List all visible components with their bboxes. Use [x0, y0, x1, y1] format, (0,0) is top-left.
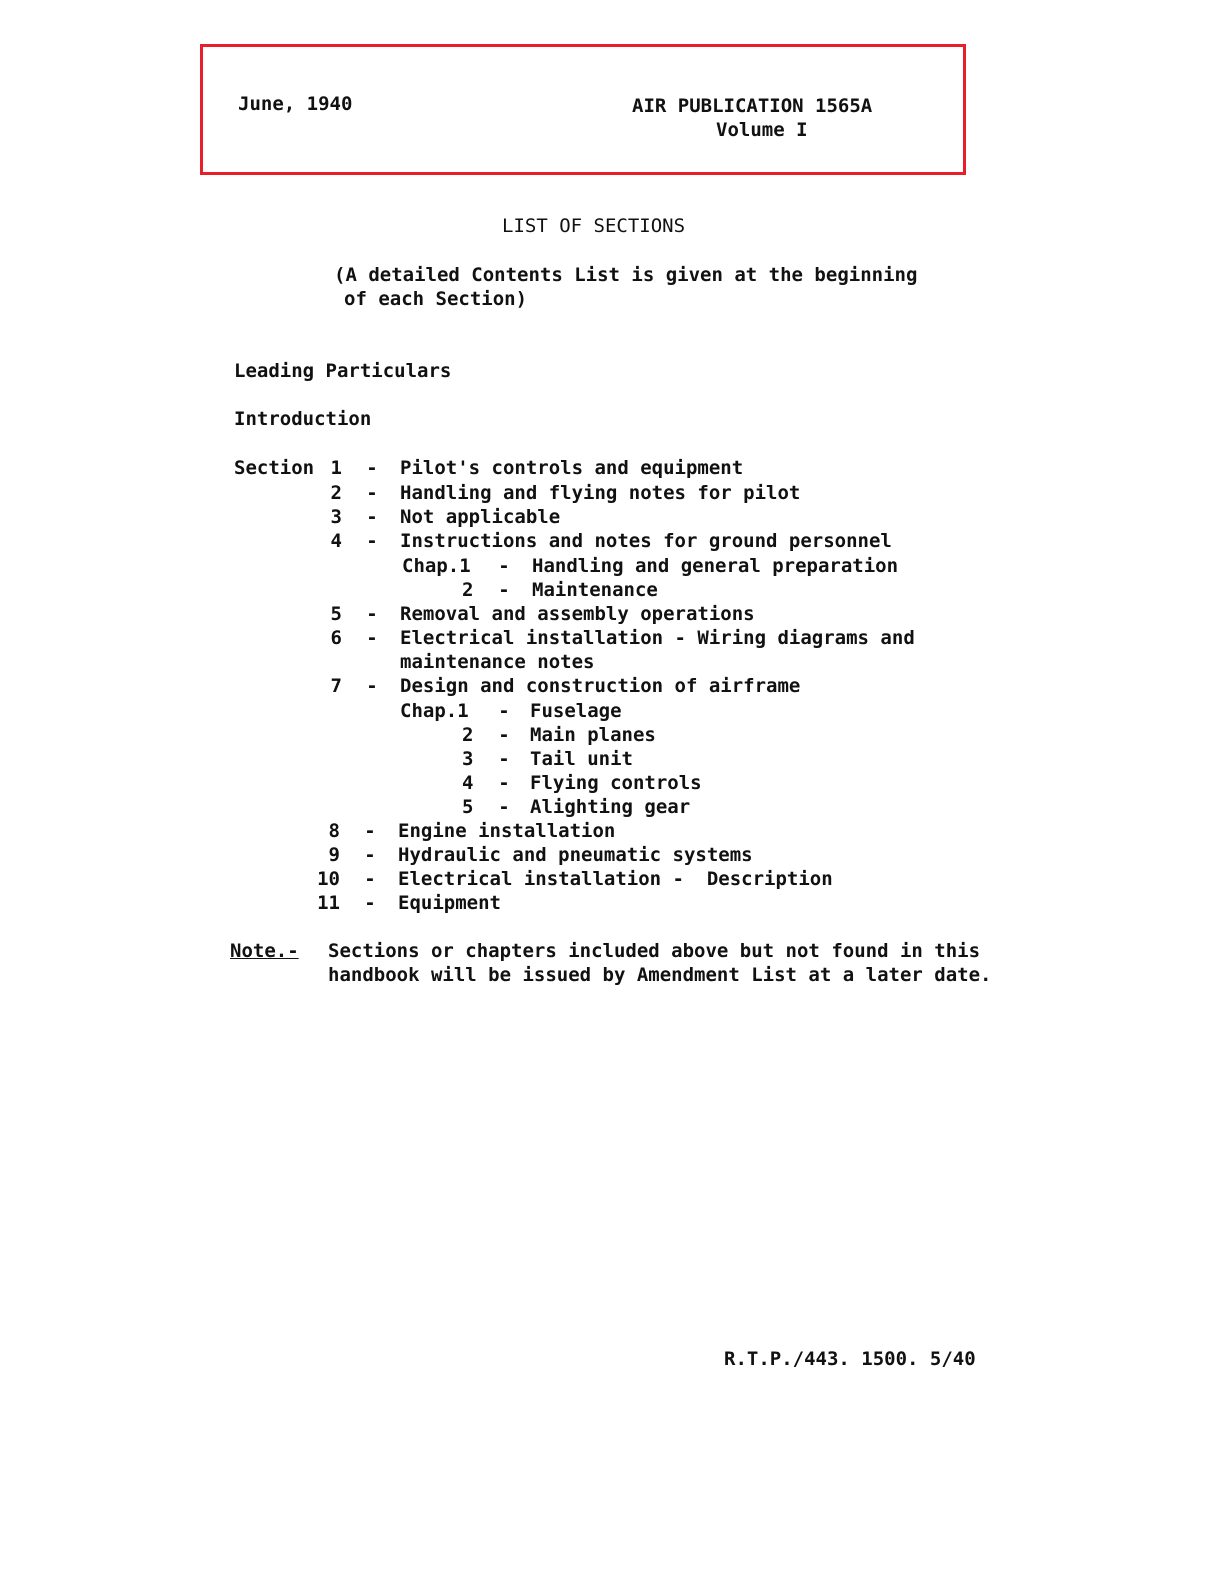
chapter-dash: - [498, 700, 510, 722]
section-dash: - [364, 892, 376, 914]
section-dash: - [366, 457, 378, 479]
subtitle-line-2: of each Section) [344, 288, 528, 310]
note-line-2: handbook will be issued by Amendment List at a later date. [328, 964, 992, 986]
chapter-num: 2 [462, 724, 474, 746]
section-title: Equipment [398, 892, 501, 914]
section-title: Handling and flying notes for pilot [400, 482, 801, 504]
chapter-title: Fuselage [530, 700, 622, 722]
section-title: Instructions and notes for ground personnel [400, 530, 892, 552]
chapter-title: Handling and general preparation [532, 555, 899, 577]
section-dash: - [364, 844, 376, 866]
section-title: Engine installation [398, 820, 616, 842]
chapter-dash: - [498, 724, 510, 746]
chapter-num: 3 [462, 748, 474, 770]
section-dash: - [366, 482, 378, 504]
chapter-dash: - [498, 748, 510, 770]
section-dash: - [366, 627, 378, 649]
leading-particulars: Leading Particulars [234, 360, 452, 382]
section-title: Electrical installation - Description [398, 868, 833, 890]
subtitle-line-1: (A detailed Contents List is given at the beginning [334, 264, 918, 286]
section-dash: - [366, 603, 378, 625]
note-line-1: Sections or chapters included above but not found in this [328, 940, 981, 962]
page-title: LIST OF SECTIONS [502, 215, 686, 237]
chapter-title: Alighting gear [530, 796, 691, 818]
section-num: 9 [328, 844, 340, 866]
chapter-num: 5 [462, 796, 474, 818]
chapter-title: Maintenance [532, 579, 658, 601]
section-num: 1 [330, 457, 342, 479]
section-num: 8 [328, 820, 340, 842]
header-publication: AIR PUBLICATION 1565A [632, 95, 873, 117]
section-title: Hydraulic and pneumatic systems [398, 844, 753, 866]
chapter-dash: - [498, 796, 510, 818]
section-dash: - [366, 530, 378, 552]
section-label: Section [234, 457, 315, 479]
chapter-dash: - [498, 555, 510, 577]
header-volume: Volume I [716, 119, 808, 141]
introduction: Introduction [234, 408, 372, 430]
footer-reference: R.T.P./443. 1500. 5/40 [724, 1348, 976, 1370]
section-title: Design and construction of airframe [400, 675, 801, 697]
chapter-dash: - [498, 772, 510, 794]
section-dash: - [366, 675, 378, 697]
chapter-title: Flying controls [530, 772, 702, 794]
chapter-dash: - [498, 579, 510, 601]
note-label: Note.- [230, 940, 299, 962]
section-num: 10 [317, 868, 340, 890]
section-num: 4 [330, 530, 342, 552]
section-num: 7 [330, 675, 342, 697]
section-title: Pilot's controls and equipment [400, 457, 744, 479]
chapter-num: 4 [462, 772, 474, 794]
header-date: June, 1940 [238, 93, 353, 115]
section-dash: - [364, 868, 376, 890]
chapter-title: Tail unit [530, 748, 633, 770]
chapter-num: 2 [462, 579, 474, 601]
section-title: Electrical installation - Wiring diagrams and [400, 627, 915, 649]
section-num: 3 [330, 506, 342, 528]
section-dash: - [366, 506, 378, 528]
chapter-label: Chap.1 [400, 700, 469, 722]
section-title-continued: maintenance notes [400, 651, 595, 673]
section-num: 5 [330, 603, 342, 625]
section-title: Not applicable [400, 506, 561, 528]
section-num: 2 [330, 482, 342, 504]
section-num: 6 [330, 627, 342, 649]
section-num: 11 [317, 892, 340, 914]
section-title: Removal and assembly operations [400, 603, 755, 625]
section-dash: - [364, 820, 376, 842]
chapter-label: Chap.1 [402, 555, 471, 577]
chapter-title: Main planes [530, 724, 656, 746]
